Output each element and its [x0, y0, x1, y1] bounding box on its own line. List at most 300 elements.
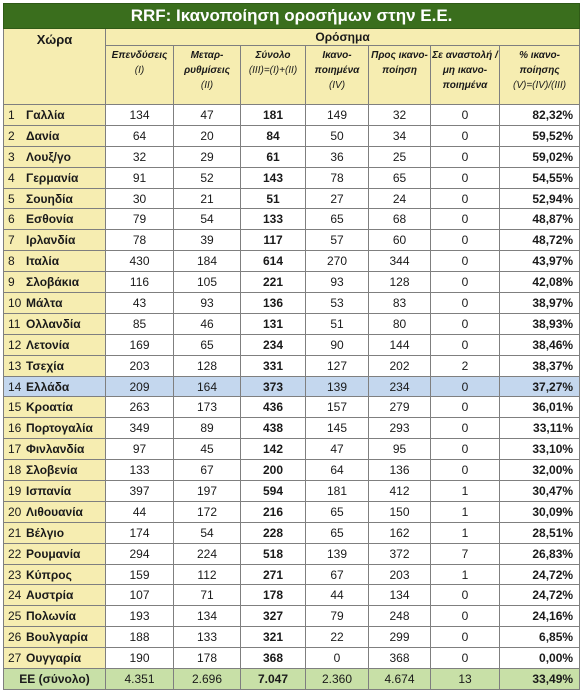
country-cell [4, 146, 106, 167]
country-name: Λετονία [26, 337, 70, 352]
cell-susp: 7 [431, 543, 500, 564]
cell-susp: 0 [431, 188, 500, 209]
cell-ref: 21 [174, 188, 241, 209]
header-reforms: Μεταρ-ρυθμίσεις (II) [174, 46, 241, 105]
cell-susp: 0 [431, 627, 500, 648]
cell-sat: 36 [306, 146, 369, 167]
table-row [4, 648, 580, 669]
country-cell [4, 460, 106, 481]
header-investments: Επενδύσεις (I) [106, 46, 174, 105]
cell-ref: 71 [174, 585, 241, 606]
country-name: Λουξ/γο [26, 149, 71, 164]
country-name: Τσεχία [26, 358, 64, 373]
country-name: Δανία [26, 128, 60, 143]
cell-total: 216 [241, 501, 306, 522]
country-name: Ισπανία [26, 483, 72, 498]
table-row [4, 564, 580, 585]
cell-pct: 24,16% [500, 606, 580, 627]
cell-inv: 349 [106, 418, 174, 439]
cell-ref: 112 [174, 564, 241, 585]
cell-inv: 203 [106, 355, 174, 376]
cell-inv: 209 [106, 376, 174, 397]
cell-total: 614 [241, 251, 306, 272]
row-number: 22 [8, 546, 22, 561]
table-row [4, 334, 580, 355]
cell-pending: 32 [369, 105, 431, 126]
cell-pending: 24 [369, 188, 431, 209]
cell-sat: 149 [306, 105, 369, 126]
cell-total: 594 [241, 481, 306, 502]
cell-inv: 79 [106, 209, 174, 230]
row-number: 4 [8, 170, 15, 185]
table-row [4, 606, 580, 627]
cell-sat: 127 [306, 355, 369, 376]
table-row [4, 167, 580, 188]
cell-susp: 1 [431, 564, 500, 585]
row-number: 25 [8, 609, 22, 624]
row-number: 3 [8, 149, 15, 164]
cell-sat: 65 [306, 501, 369, 522]
rrf-table-container [3, 3, 579, 690]
cell-ref: 224 [174, 543, 241, 564]
country-name: Κροατία [26, 400, 73, 415]
country-name: Σλοβάκια [26, 275, 80, 290]
cell-pending: 372 [369, 543, 431, 564]
cell-ref: 164 [174, 376, 241, 397]
total-sat: 2.360 [306, 669, 369, 690]
cell-pending: 248 [369, 606, 431, 627]
country-cell [4, 334, 106, 355]
cell-total: 331 [241, 355, 306, 376]
cell-ref: 54 [174, 522, 241, 543]
cell-total: 234 [241, 334, 306, 355]
cell-total: 142 [241, 439, 306, 460]
country-cell [4, 293, 106, 314]
row-number: 1 [8, 107, 15, 122]
cell-ref: 128 [174, 355, 241, 376]
cell-pending: 95 [369, 439, 431, 460]
table-row [4, 439, 580, 460]
cell-pct: 48,87% [500, 209, 580, 230]
cell-inv: 174 [106, 522, 174, 543]
table-row [4, 522, 580, 543]
header-suspended: Σε αναστολή /μη ικανο-ποιημένα [431, 46, 500, 105]
cell-sat: 51 [306, 313, 369, 334]
total-row [4, 669, 580, 690]
cell-sat: 90 [306, 334, 369, 355]
country-cell [4, 606, 106, 627]
country-name: Ρουμανία [26, 546, 81, 561]
country-cell [4, 564, 106, 585]
cell-pending: 136 [369, 460, 431, 481]
cell-ref: 52 [174, 167, 241, 188]
cell-pct: 28,51% [500, 522, 580, 543]
country-name: Μάλτα [26, 295, 63, 310]
cell-susp: 0 [431, 105, 500, 126]
cell-sat: 139 [306, 543, 369, 564]
total-pct: 33,49% [500, 669, 580, 690]
row-number: 2 [8, 128, 15, 143]
cell-sat: 145 [306, 418, 369, 439]
cell-sat: 79 [306, 606, 369, 627]
cell-sat: 67 [306, 564, 369, 585]
country-name: Γαλλία [26, 107, 65, 122]
cell-total: 321 [241, 627, 306, 648]
cell-total: 518 [241, 543, 306, 564]
country-name: Σουηδία [26, 191, 73, 206]
cell-sat: 0 [306, 648, 369, 669]
cell-pending: 279 [369, 397, 431, 418]
cell-total: 143 [241, 167, 306, 188]
cell-total: 117 [241, 230, 306, 251]
table-row [4, 355, 580, 376]
cell-pending: 68 [369, 209, 431, 230]
row-number: 27 [8, 651, 22, 666]
cell-sat: 53 [306, 293, 369, 314]
table-row [4, 418, 580, 439]
cell-pending: 299 [369, 627, 431, 648]
total-pending: 4.674 [369, 669, 431, 690]
country-cell [4, 397, 106, 418]
cell-pending: 144 [369, 334, 431, 355]
cell-total: 51 [241, 188, 306, 209]
country-name: Πολωνία [26, 609, 77, 624]
cell-pct: 6,85% [500, 627, 580, 648]
cell-inv: 188 [106, 627, 174, 648]
cell-pct: 30,47% [500, 481, 580, 502]
cell-inv: 85 [106, 313, 174, 334]
cell-ref: 93 [174, 293, 241, 314]
cell-susp: 0 [431, 418, 500, 439]
country-name: Πορτογαλία [26, 421, 93, 436]
cell-total: 178 [241, 585, 306, 606]
cell-ref: 45 [174, 439, 241, 460]
cell-susp: 0 [431, 439, 500, 460]
row-number: 5 [8, 191, 15, 206]
cell-susp: 0 [431, 397, 500, 418]
cell-total: 131 [241, 313, 306, 334]
cell-ref: 178 [174, 648, 241, 669]
cell-susp: 0 [431, 209, 500, 230]
table-row [4, 230, 580, 251]
cell-pending: 80 [369, 313, 431, 334]
cell-susp: 0 [431, 251, 500, 272]
cell-ref: 173 [174, 397, 241, 418]
cell-sat: 78 [306, 167, 369, 188]
cell-susp: 0 [431, 313, 500, 334]
row-number: 14 [8, 379, 22, 394]
country-cell [4, 355, 106, 376]
country-name: Βουλγαρία [26, 630, 88, 645]
row-number: 18 [8, 463, 22, 478]
header-pending: Προς ικανο-ποίηση [369, 46, 431, 105]
cell-inv: 43 [106, 293, 174, 314]
cell-total: 271 [241, 564, 306, 585]
cell-total: 438 [241, 418, 306, 439]
cell-pct: 33,11% [500, 418, 580, 439]
row-number: 8 [8, 254, 15, 269]
country-name: Αυστρία [26, 588, 74, 603]
row-number: 10 [8, 295, 22, 310]
cell-sat: 139 [306, 376, 369, 397]
cell-pending: 25 [369, 146, 431, 167]
cell-susp: 0 [431, 376, 500, 397]
row-number: 23 [8, 567, 22, 582]
cell-inv: 430 [106, 251, 174, 272]
country-name: Γερμανία [26, 170, 79, 185]
cell-sat: 157 [306, 397, 369, 418]
total-total: 7.047 [241, 669, 306, 690]
row-number: 20 [8, 504, 22, 519]
table-row [4, 397, 580, 418]
country-name: Ουγγαρία [26, 651, 82, 666]
cell-pct: 38,46% [500, 334, 580, 355]
cell-pct: 38,93% [500, 313, 580, 334]
cell-total: 373 [241, 376, 306, 397]
cell-ref: 39 [174, 230, 241, 251]
cell-pct: 59,02% [500, 146, 580, 167]
cell-pct: 36,01% [500, 397, 580, 418]
country-cell [4, 251, 106, 272]
cell-pending: 368 [369, 648, 431, 669]
cell-inv: 159 [106, 564, 174, 585]
cell-pending: 162 [369, 522, 431, 543]
cell-pct: 59,52% [500, 125, 580, 146]
cell-inv: 116 [106, 272, 174, 293]
cell-inv: 30 [106, 188, 174, 209]
cell-pending: 134 [369, 585, 431, 606]
cell-inv: 193 [106, 606, 174, 627]
cell-ref: 29 [174, 146, 241, 167]
cell-pending: 150 [369, 501, 431, 522]
row-number: 11 [8, 316, 21, 331]
header-percent: % ικανο-ποίησης (V)=(IV)/(III) [500, 46, 580, 105]
country-cell [4, 230, 106, 251]
total-ref: 2.696 [174, 669, 241, 690]
cell-ref: 197 [174, 481, 241, 502]
cell-sat: 270 [306, 251, 369, 272]
total-inv: 4.351 [106, 669, 174, 690]
row-number: 12 [8, 337, 22, 352]
header-total: Σύνολο (III)=(I)+(II) [241, 46, 306, 105]
country-name: Εσθονία [26, 212, 74, 227]
cell-pct: 38,97% [500, 293, 580, 314]
cell-sat: 27 [306, 188, 369, 209]
cell-pct: 30,09% [500, 501, 580, 522]
country-cell [4, 209, 106, 230]
cell-total: 61 [241, 146, 306, 167]
cell-sat: 93 [306, 272, 369, 293]
cell-pending: 65 [369, 167, 431, 188]
cell-pending: 412 [369, 481, 431, 502]
cell-ref: 54 [174, 209, 241, 230]
cell-total: 181 [241, 105, 306, 126]
cell-ref: 105 [174, 272, 241, 293]
cell-pending: 234 [369, 376, 431, 397]
cell-inv: 169 [106, 334, 174, 355]
cell-susp: 0 [431, 125, 500, 146]
cell-susp: 2 [431, 355, 500, 376]
cell-pct: 43,97% [500, 251, 580, 272]
cell-ref: 67 [174, 460, 241, 481]
cell-total: 136 [241, 293, 306, 314]
cell-sat: 57 [306, 230, 369, 251]
cell-ref: 134 [174, 606, 241, 627]
table-row [4, 188, 580, 209]
row-number: 19 [8, 483, 22, 498]
cell-inv: 44 [106, 501, 174, 522]
country-name: Ολλανδία [26, 316, 81, 331]
country-cell [4, 313, 106, 334]
table-row [4, 501, 580, 522]
country-name: Φινλανδία [26, 442, 85, 457]
cell-ref: 47 [174, 105, 241, 126]
cell-sat: 50 [306, 125, 369, 146]
country-cell [4, 522, 106, 543]
cell-susp: 0 [431, 648, 500, 669]
cell-susp: 0 [431, 606, 500, 627]
cell-inv: 78 [106, 230, 174, 251]
country-name: Ιταλία [26, 254, 60, 269]
cell-pct: 82,32% [500, 105, 580, 126]
cell-susp: 0 [431, 167, 500, 188]
cell-sat: 64 [306, 460, 369, 481]
cell-susp: 0 [431, 230, 500, 251]
row-number: 15 [8, 400, 22, 415]
cell-pct: 52,94% [500, 188, 580, 209]
cell-pct: 48,72% [500, 230, 580, 251]
cell-inv: 97 [106, 439, 174, 460]
table-row [4, 460, 580, 481]
row-number: 26 [8, 630, 22, 645]
total-susp: 13 [431, 669, 500, 690]
cell-pct: 33,10% [500, 439, 580, 460]
cell-susp: 1 [431, 501, 500, 522]
cell-inv: 294 [106, 543, 174, 564]
country-cell [4, 481, 106, 502]
country-cell [4, 105, 106, 126]
row-number: 17 [8, 442, 22, 457]
table-row [4, 272, 580, 293]
table-row [4, 376, 580, 397]
row-number: 24 [8, 588, 22, 603]
cell-total: 368 [241, 648, 306, 669]
country-cell [4, 125, 106, 146]
cell-inv: 133 [106, 460, 174, 481]
cell-pending: 293 [369, 418, 431, 439]
table-title: RRF: Ικανοποίηση οροσήμων στην Ε.Ε. [4, 4, 580, 29]
country-name: Ιρλανδία [26, 233, 76, 248]
table-row [4, 251, 580, 272]
cell-susp: 0 [431, 334, 500, 355]
country-cell [4, 167, 106, 188]
table-row [4, 585, 580, 606]
header-satisfied: Ικανο-ποιημένα (IV) [306, 46, 369, 105]
country-cell [4, 439, 106, 460]
cell-inv: 64 [106, 125, 174, 146]
cell-pending: 203 [369, 564, 431, 585]
country-name: Ελλάδα [26, 379, 70, 394]
cell-total: 84 [241, 125, 306, 146]
cell-pct: 38,37% [500, 355, 580, 376]
row-number: 21 [8, 525, 22, 540]
row-number: 16 [8, 421, 22, 436]
cell-total: 327 [241, 606, 306, 627]
cell-sat: 181 [306, 481, 369, 502]
cell-pct: 42,08% [500, 272, 580, 293]
cell-ref: 172 [174, 501, 241, 522]
table-row [4, 125, 580, 146]
cell-pct: 24,72% [500, 564, 580, 585]
cell-pending: 34 [369, 125, 431, 146]
cell-pct: 37,27% [500, 376, 580, 397]
cell-total: 436 [241, 397, 306, 418]
title-row [4, 4, 580, 29]
cell-total: 221 [241, 272, 306, 293]
cell-pending: 60 [369, 230, 431, 251]
cell-pct: 24,72% [500, 585, 580, 606]
cell-pending: 83 [369, 293, 431, 314]
country-name: Βέλγιο [26, 525, 65, 540]
cell-total: 228 [241, 522, 306, 543]
row-number: 7 [8, 233, 15, 248]
header-row-group [4, 29, 580, 46]
country-name: Λιθουανία [26, 504, 83, 519]
cell-susp: 0 [431, 272, 500, 293]
total-label: ΕΕ (σύνολο) [4, 669, 106, 690]
cell-inv: 134 [106, 105, 174, 126]
cell-susp: 0 [431, 146, 500, 167]
table-row [4, 313, 580, 334]
cell-sat: 65 [306, 522, 369, 543]
cell-pct: 26,83% [500, 543, 580, 564]
country-cell [4, 543, 106, 564]
cell-sat: 47 [306, 439, 369, 460]
table-row [4, 209, 580, 230]
cell-susp: 1 [431, 481, 500, 502]
country-cell [4, 188, 106, 209]
country-name: Κύπρος [26, 567, 72, 582]
country-cell [4, 376, 106, 397]
cell-total: 133 [241, 209, 306, 230]
cell-pct: 0,00% [500, 648, 580, 669]
country-cell [4, 418, 106, 439]
cell-pct: 54,55% [500, 167, 580, 188]
country-cell [4, 648, 106, 669]
cell-inv: 263 [106, 397, 174, 418]
cell-ref: 20 [174, 125, 241, 146]
cell-ref: 46 [174, 313, 241, 334]
cell-inv: 190 [106, 648, 174, 669]
cell-ref: 133 [174, 627, 241, 648]
cell-susp: 0 [431, 460, 500, 481]
header-milestones: Ορόσημα [106, 29, 580, 46]
cell-pending: 202 [369, 355, 431, 376]
cell-ref: 184 [174, 251, 241, 272]
cell-inv: 397 [106, 481, 174, 502]
cell-susp: 1 [431, 522, 500, 543]
row-number: 6 [8, 212, 15, 227]
row-number: 13 [8, 358, 22, 373]
cell-total: 200 [241, 460, 306, 481]
country-cell [4, 272, 106, 293]
cell-inv: 91 [106, 167, 174, 188]
row-number: 9 [8, 275, 15, 290]
table-row [4, 481, 580, 502]
cell-pct: 32,00% [500, 460, 580, 481]
cell-inv: 107 [106, 585, 174, 606]
cell-sat: 65 [306, 209, 369, 230]
